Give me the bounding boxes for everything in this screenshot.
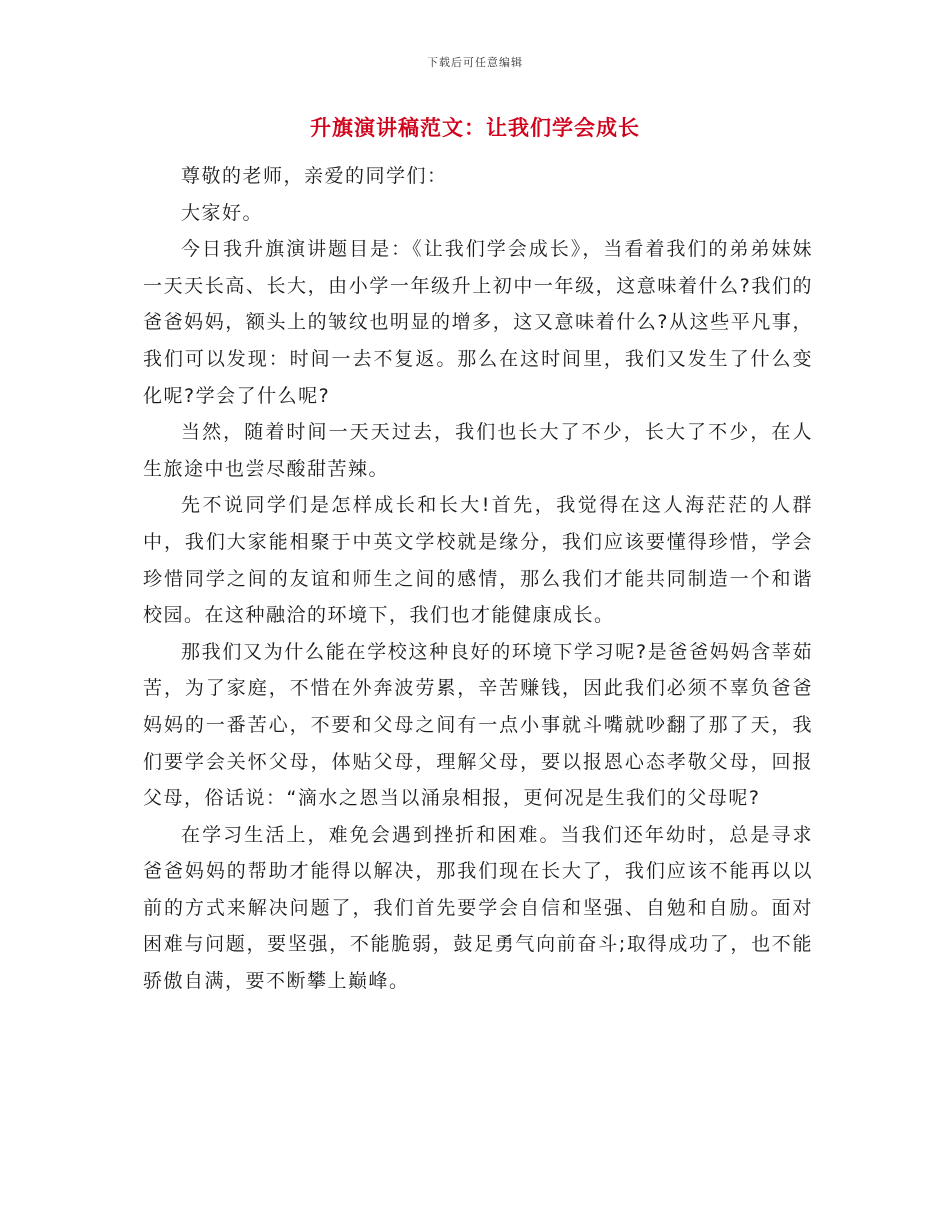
document-title: 升旗演讲稿范文：让我们学会成长 — [310, 116, 640, 140]
paragraph-intro: 今日我升旗演讲题目是：《让我们学会成长》，当看着我们的弟弟妹妹一天天长高、长大，由小学一年级升上初中一年级，这意味着什么?我们的爸爸妈妈，额头上的皱纹也明显的增多，这又意味着什么?从这些平凡事，我们可以发现：时间一去不复返。那么在这时间里，我们又发生了什么变化呢?学会了什么呢? — [143, 238, 813, 407]
paragraph-greeting: 尊敬的老师，亲爱的同学们： — [181, 165, 448, 187]
paragraph-hello: 大家好。 — [181, 201, 264, 224]
header-note: 下载后可任意编辑 — [427, 56, 523, 69]
document-body — [143, 158, 813, 1000]
paragraph-growing: 当然，随着时间一天天过去，我们也长大了不少，长大了不少，在人生旅途中也尝尽酸甜苦辣。 — [143, 421, 813, 480]
paragraph-parents: 那我们又为什么能在学校这种良好的环境下学习呢?是爸爸妈妈含莘茹苦，为了家庭，不惜在外奔波劳累，辛苦赚钱，因此我们必须不辜负爸爸妈妈的一番苦心，不要和父母之间有一点小事就斗嘴就吵翻了那了天，我们要学会关怀父母，体贴父母，理解父母，要以报恩心态孝敬父母，回报父母，俗话说：“滴水之恩当以涌泉相报，更何况是生我们的父母呢? — [143, 640, 813, 810]
paragraph-friendship: 先不说同学们是怎样成长和长大!首先，我觉得在这人海茫茫的人群中，我们大家能相聚于中英文学校就是缘分，我们应该要懂得珍惜，学会珍惜同学之间的友谊和师生之间的感情，那么我们才能共同制造一个和谐校园。在这种融洽的环境下，我们也才能健康成长。 — [143, 494, 813, 627]
paragraph-difficulties: 在学习生活上，难免会遇到挫折和困难。当我们还年幼时，总是寻求爸爸妈妈的帮助才能得以解决，那我们现在长大了，我们应该不能再以以前的方式来解决问题了，我们首先要学会自信和坚强、自勉和自励。面对困难与问题，要坚强，不能脆弱，鼓足勇气向前奋斗;取得成功了，也不能骄傲自满，要不断攀上巅峰。 — [143, 823, 813, 993]
